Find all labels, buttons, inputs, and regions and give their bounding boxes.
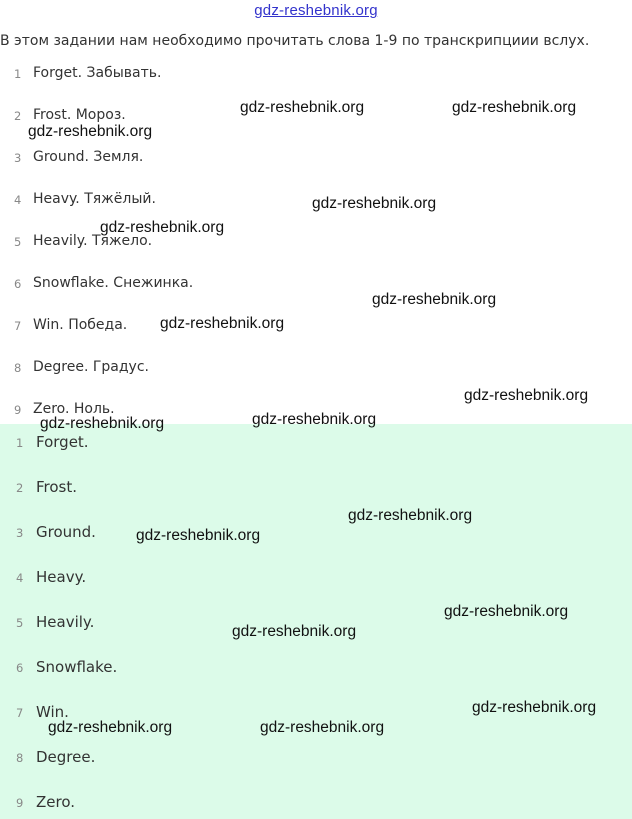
watermark: gdz-reshebnik.org	[40, 415, 165, 432]
answer-item-number: 2	[16, 481, 24, 495]
watermark: gdz-reshebnik.org	[312, 195, 437, 212]
site-header-link[interactable]: gdz-reshebnik.org	[254, 2, 378, 19]
list-item-number: 4	[14, 193, 22, 207]
list-item-text: Degree. Градус.	[33, 359, 149, 375]
list-item-text: Heavily. Тяжело.	[33, 233, 153, 249]
answer-item-number: 3	[16, 526, 24, 540]
answer-item-number: 6	[16, 661, 24, 675]
watermark: gdz-reshebnik.org	[372, 291, 497, 308]
watermark: gdz-reshebnik.org	[28, 123, 153, 140]
watermark: gdz-reshebnik.org	[252, 411, 377, 428]
list-item-text: Forget. Забывать.	[33, 65, 162, 81]
watermark: gdz-reshebnik.org	[260, 719, 385, 736]
answer-item-number: 9	[16, 796, 24, 810]
answer-item-text: Heavily.	[36, 613, 95, 631]
task-intro-text: В этом задании нам необходимо прочитать слова 1-9 по транскрипциии вслух.	[0, 33, 590, 49]
answer-item-text: Win.	[36, 703, 69, 721]
watermark: gdz-reshebnik.org	[472, 699, 597, 716]
answer-panel	[0, 424, 632, 819]
watermark: gdz-reshebnik.org	[240, 99, 365, 116]
list-item-number: 1	[14, 67, 22, 81]
answer-item-text: Forget.	[36, 433, 89, 451]
watermark: gdz-reshebnik.org	[348, 507, 473, 524]
list-item-text: Frost. Мороз.	[33, 107, 126, 123]
answer-item-text: Zero.	[36, 793, 76, 811]
answer-item-number: 8	[16, 751, 24, 765]
list-item-number: 2	[14, 109, 22, 123]
list-item-number: 7	[14, 319, 22, 333]
list-item-number: 8	[14, 361, 22, 375]
answer-item-number: 4	[16, 571, 24, 585]
list-item-number: 3	[14, 151, 22, 165]
watermark: gdz-reshebnik.org	[100, 219, 225, 236]
watermark: gdz-reshebnik.org	[48, 719, 173, 736]
answer-item-text: Degree.	[36, 748, 96, 766]
watermark: gdz-reshebnik.org	[464, 387, 589, 404]
watermark: gdz-reshebnik.org	[444, 603, 569, 620]
answer-item-text: Heavy.	[36, 568, 87, 586]
list-item-number: 6	[14, 277, 22, 291]
list-item-text: Heavy. Тяжёлый.	[33, 191, 156, 207]
list-item-text: Ground. Земля.	[33, 149, 144, 165]
answer-item-text: Snowflake.	[36, 658, 118, 676]
watermark: gdz-reshebnik.org	[452, 99, 577, 116]
watermark: gdz-reshebnik.org	[160, 315, 285, 332]
list-item-text: Zero. Ноль.	[33, 401, 115, 417]
list-item-number: 9	[14, 403, 22, 417]
answer-item-text: Frost.	[36, 478, 78, 496]
answer-item-text: Ground.	[36, 523, 96, 541]
answer-item-number: 5	[16, 616, 24, 630]
watermark: gdz-reshebnik.org	[136, 527, 261, 544]
list-item-number: 5	[14, 235, 22, 249]
list-item-text: Win. Победа.	[33, 317, 128, 333]
watermark: gdz-reshebnik.org	[232, 623, 357, 640]
list-item-text: Snowflake. Снежинка.	[33, 275, 194, 291]
answer-item-number: 1	[16, 436, 24, 450]
answer-item-number: 7	[16, 706, 24, 720]
